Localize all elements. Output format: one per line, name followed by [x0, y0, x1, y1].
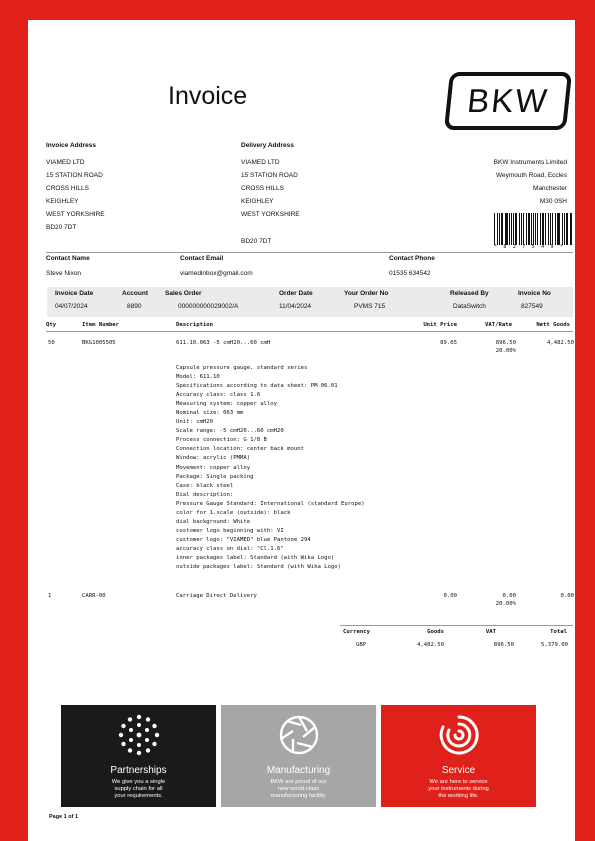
- barcode-bar: [545, 213, 546, 245]
- barcode-bar: [555, 213, 556, 245]
- spec-line: accuracy class on dial: "Cl.1.6": [176, 545, 284, 552]
- barcode-bar: [519, 213, 520, 245]
- sales-order-label: Sales Order: [165, 290, 202, 297]
- spec-line: Movement: copper alloy: [176, 464, 251, 471]
- barcode-bar: [526, 213, 527, 245]
- barcode-number: * 8 2 7 5 4 9 *: [494, 244, 565, 250]
- spec-line: customer logo beginning with: VI: [176, 527, 284, 534]
- col-unit-price: Unit Price: [423, 322, 457, 328]
- tile-text: We are here to service your instruments during the working life.: [428, 779, 489, 799]
- company-logo: [444, 72, 572, 130]
- line-qty: 1: [48, 593, 52, 599]
- line-vat-rate: 20.00%: [495, 601, 516, 607]
- totals-total: 5,379.00: [541, 642, 568, 648]
- spec-line: Pressure Gauge Standard: International (standard Europe): [176, 500, 365, 507]
- barcode-bar: [506, 213, 507, 245]
- line-nett-goods: 0.00: [560, 593, 574, 599]
- contact-email-label: Contact Email: [180, 255, 224, 262]
- company-line: BKW Instruments Limited: [493, 159, 567, 166]
- barcode-bar: [497, 213, 498, 245]
- company-line: Weymouth Road, Eccles: [495, 172, 567, 179]
- logo-text: BKW: [465, 82, 551, 119]
- tile-text: BKW are proud of our new world-class manufacturing facility.: [270, 779, 327, 799]
- tile-manufacturing: [221, 705, 376, 807]
- spec-line: Connection location: center back mount: [176, 446, 304, 453]
- invoice-no: 827549: [521, 303, 543, 310]
- barcode-bar: [542, 213, 544, 245]
- company-line: M30 0SH: [539, 198, 567, 205]
- barcode-bar: [521, 213, 522, 245]
- invoice-date: 04/07/2024: [55, 303, 88, 310]
- contact-email[interactable]: viamedinbox@gmail.com: [180, 270, 253, 277]
- barcode-bar: [528, 213, 530, 245]
- spec-line: Window: acrylic (PMMA): [176, 455, 251, 462]
- invoice-address-line: CROSS HILLS: [46, 185, 89, 192]
- account-label: Account: [122, 290, 148, 297]
- spec-line: Process connection: G 1/8 B: [176, 437, 267, 444]
- spec-line: Unit: cmH20: [176, 419, 214, 426]
- col-item-number: Item Number: [82, 322, 120, 328]
- sales-order: 000000000029002/A: [178, 303, 239, 310]
- your-order-label: Your Order No: [344, 290, 389, 297]
- released-by: DataSwitch: [453, 303, 486, 310]
- line-unit-price: 0.00: [443, 593, 457, 599]
- tile-service: [381, 705, 536, 807]
- spec-line: customer logo: "VIAMED" blue Pantone 294: [176, 536, 311, 543]
- line-vat-rate: 20.00%: [495, 348, 516, 354]
- aperture-icon: [277, 713, 321, 757]
- invoice-address-label: Invoice Address: [46, 142, 96, 149]
- invoice-date-label: Invoice Date: [55, 290, 94, 297]
- barcode-bar: [562, 213, 563, 245]
- totals-currency: GBP: [356, 642, 367, 648]
- contact-name-label: Contact Name: [46, 255, 90, 262]
- spec-line: Measuring system: copper alloy: [176, 401, 278, 408]
- spec-line: Package: Single packing: [176, 473, 254, 480]
- barcode-bar: [511, 213, 512, 245]
- header-red-band: [0, 0, 595, 20]
- left-red-band: [0, 0, 28, 841]
- spec-line: Accuracy class: class 1.6: [176, 392, 261, 399]
- invoice-address-line: BD20 7DT: [46, 224, 77, 231]
- invoice-address-line: KEIGHLEY: [46, 198, 79, 205]
- contact-name: Steve Nixon: [46, 270, 82, 277]
- tile-title: Service: [441, 765, 476, 776]
- barcode-bar: [564, 213, 565, 245]
- spec-line: Case: black steel: [176, 482, 234, 489]
- spec-line: Nominal size: 063 mm: [176, 410, 244, 417]
- spec-line: Model: 611.10: [176, 374, 220, 381]
- delivery-address-label: Delivery Address: [241, 142, 294, 149]
- col-description: Description: [176, 322, 214, 328]
- barcode-bar: [566, 213, 567, 245]
- barcode-bar: [501, 213, 503, 245]
- barcode-bar: [513, 213, 514, 245]
- line-vat: 896.50: [495, 340, 516, 346]
- line-unit-price: 89.65: [440, 340, 457, 346]
- tile-text: We give you a single supply chain for all your requirements.: [111, 779, 166, 799]
- delivery-address-line: VIAMED LTD: [241, 159, 280, 166]
- col-vat-rate: VAT/Rate: [485, 322, 512, 328]
- barcode-bar: [558, 213, 560, 245]
- line-item-number: BKG1005505: [82, 340, 116, 346]
- spec-block: [176, 364, 365, 572]
- barcode-bar: [523, 213, 524, 245]
- service-swirl-icon: [437, 713, 481, 757]
- partnerships-icon: [117, 713, 161, 757]
- line-item-number: CARR-00: [82, 593, 106, 599]
- spec-line: dial background: White: [176, 518, 251, 525]
- spec-line: color for 1.scale (outside): black: [176, 509, 291, 516]
- page-number: Page 1 of 1: [49, 814, 79, 820]
- released-label: Released By: [450, 290, 489, 297]
- order-date-label: Order Date: [279, 290, 313, 297]
- barcode-bar: [540, 213, 541, 245]
- barcode-bar: [550, 213, 551, 245]
- your-order: PVMS 715: [354, 303, 386, 310]
- barcode-bar: [515, 213, 517, 245]
- barcode-bar: [537, 213, 538, 245]
- account: 8890: [127, 303, 142, 310]
- invoice-address-line: 15 STATION ROAD: [46, 172, 103, 179]
- tile-partnerships: [61, 705, 216, 807]
- delivery-address-line: WEST YORKSHIRE: [241, 211, 300, 218]
- invoice-address-line: VIAMED LTD: [46, 159, 85, 166]
- barcode-bar: [505, 213, 506, 245]
- spec-line: Scale range: -5 cmH20...60 cmH20: [176, 428, 284, 435]
- barcode-bar: [494, 213, 495, 245]
- delivery-address-line: CROSS HILLS: [241, 185, 284, 192]
- delivery-address-line: BD20 7DT: [241, 238, 272, 245]
- order-date: 11/04/2024: [279, 303, 312, 310]
- totals-vat-label: VAT: [485, 629, 496, 635]
- right-red-band: [575, 0, 595, 841]
- totals-vat: 896.50: [493, 642, 514, 648]
- totals-total-label: Total: [550, 629, 567, 635]
- barcode-bar: [557, 213, 558, 245]
- totals-goods: 4,482.50: [417, 642, 444, 648]
- barcode-bar: [552, 213, 553, 245]
- line-description: Carriage Direct Delivery: [176, 593, 257, 599]
- delivery-address-line: KEIGHLEY: [241, 198, 274, 205]
- totals-currency-label: Currency: [343, 629, 370, 635]
- col-qty: Qty: [46, 322, 57, 328]
- line-description: 611.10.063 -5 cmH20...60 cmH: [176, 340, 271, 346]
- barcode-bar: [509, 213, 510, 245]
- tile-title: Manufacturing: [266, 765, 331, 776]
- spec-line: Specifications according to data sheet: PM 06.01: [176, 383, 338, 390]
- divider: [340, 625, 573, 626]
- company-line: Manchester: [533, 185, 567, 192]
- barcode-bar: [548, 213, 549, 245]
- barcode-bar: [570, 213, 571, 245]
- line-vat: 0.00: [502, 593, 516, 599]
- contact-phone-label: Contact Phone: [389, 255, 435, 262]
- spec-line: Capsule pressure gauge, standard series: [176, 365, 308, 371]
- contact-phone: 01535 634542: [389, 270, 431, 277]
- spec-line: inner packages label: Standard (with Wika Logo): [176, 554, 335, 561]
- spec-line: Dial description:: [176, 491, 234, 498]
- barcode-bar: [535, 213, 536, 245]
- tile-title: Partnerships: [110, 765, 167, 776]
- line-qty: 50: [48, 340, 55, 346]
- line-nett-goods: 4,482.50: [547, 340, 574, 346]
- barcode-bar: [533, 213, 534, 245]
- barcode-bar: [571, 213, 572, 245]
- barcode-bar: [499, 213, 500, 245]
- page-title: Invoice: [168, 82, 248, 110]
- invoice-no-label: Invoice No: [518, 290, 551, 297]
- invoice-address-line: WEST YORKSHIRE: [46, 211, 105, 218]
- delivery-address-line: 15 STATION ROAD: [241, 172, 298, 179]
- divider: [46, 331, 573, 332]
- barcode-bar: [531, 213, 532, 245]
- totals-goods-label: Goods: [427, 629, 444, 635]
- spec-line: outside packages label: Standard (with Wika Logo): [176, 564, 342, 571]
- barcode: [494, 213, 573, 245]
- divider: [46, 252, 573, 253]
- col-nett-goods: Nett Goods: [536, 322, 570, 328]
